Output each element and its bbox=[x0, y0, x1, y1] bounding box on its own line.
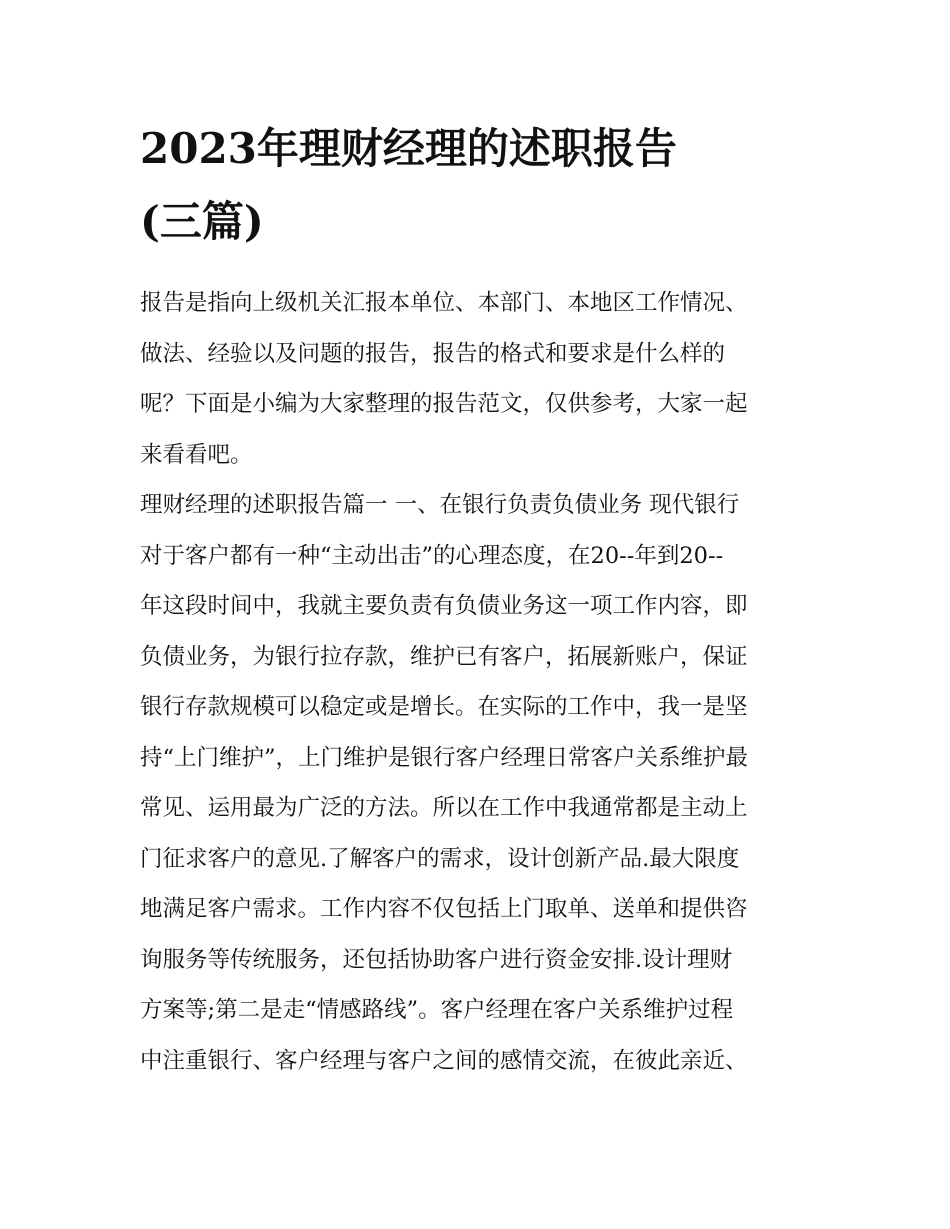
section1-line: 询服务等传统服务，还包括协助客户进行资金安排.设计理财 bbox=[140, 946, 733, 973]
title-line-1: 2023年理财经理的述职报告 bbox=[140, 124, 677, 173]
section1-line: 常见、运用最为广泛的方法。所以在工作中我通常都是主动上 bbox=[140, 795, 748, 821]
section1-line: 理财经理的述职报告篇一 一、在银行负责负债业务 现代银行 bbox=[140, 492, 740, 518]
section1-line: 门征求客户的意见.了解客户的需求，设计创新产品.最大限度 bbox=[140, 845, 740, 872]
section1-line: 中注重银行、客户经理与客户之间的感情交流，在彼此亲近、 bbox=[140, 1047, 748, 1074]
page-title bbox=[140, 112, 820, 258]
section1-line: 年这段时间中，我就主要负责有负债业务这一项工作内容，即 bbox=[140, 593, 748, 619]
intro-line: 报告是指向上级机关汇报本单位、本部门、本地区工作情况、 bbox=[140, 290, 748, 316]
section1-line: 负债业务，为银行拉存款，维护已有客户，拓展新账户，保证 bbox=[140, 643, 748, 670]
section1-line: 方案等;第二是走“情感路线”。客户经理在客户关系维护过程 bbox=[140, 997, 734, 1023]
intro-line: 做法、经验以及问题的报告，报告的格式和要求是什么样的 bbox=[140, 340, 726, 367]
intro-line: 呢？下面是小编为大家整理的报告范文，仅供参考，大家一起 bbox=[140, 391, 748, 417]
intro-line: 来看看吧。 bbox=[140, 441, 253, 468]
section1-line: 银行存款规模可以稳定或是增长。在实际的工作中，我一是坚 bbox=[140, 694, 748, 720]
section1-line: 持“上门维护”，上门维护是银行客户经理日常客户关系维护最 bbox=[140, 744, 749, 771]
title-line-2: (三篇) bbox=[140, 197, 264, 246]
body-text bbox=[140, 278, 818, 1086]
section1-line: 对于客户都有一种“主动出击”的心理态度，在20--年到20-- bbox=[140, 542, 724, 569]
section1-line: 地满足客户需求。工作内容不仅包括上门取单、送单和提供咨 bbox=[140, 896, 748, 922]
